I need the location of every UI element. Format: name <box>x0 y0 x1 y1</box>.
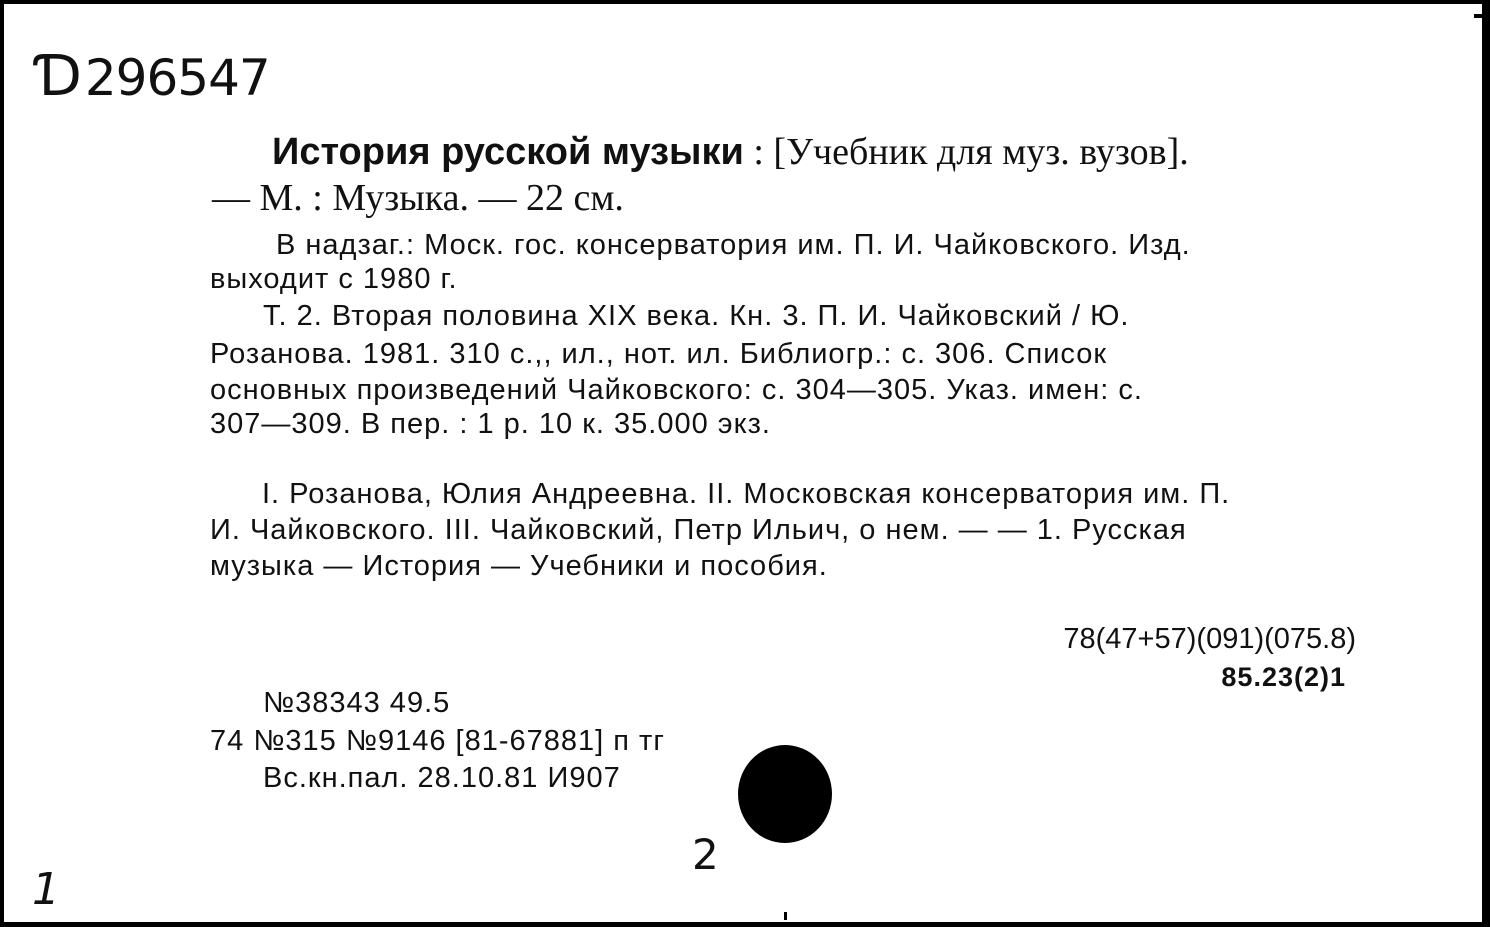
card-number-value: 296547 <box>84 49 270 107</box>
note-line: выходит с 1980 г. <box>210 263 458 295</box>
bbk-code: 85.23(2)1 <box>1221 662 1346 692</box>
tracing-line: И. Чайковского. III. Чайковский, Петр Ильич, о нем. — — 1. Русская <box>210 514 1187 546</box>
entry-imprint: — М. : Музыка. — 22 см. <box>212 177 624 219</box>
udc-code: 78(47+57)(091)(075.8) <box>1063 623 1356 655</box>
handwritten-mark: 1 <box>32 864 60 915</box>
footer-line: Вс.кн.пал. 28.10.81 И907 <box>263 762 621 794</box>
entry-title-main: История русской музыки <box>272 131 744 173</box>
entry-title-rest: : [Учебник для муз. вузов]. <box>743 131 1189 173</box>
note-line: В надзаг.: Моск. гос. консерватория им. П. И. Чайковского. Изд. <box>276 229 1191 261</box>
scan-speck <box>1474 14 1482 18</box>
card-number <box>36 44 270 109</box>
footer-line: 74 №315 №9146 [81-67881] п тг <box>210 725 665 757</box>
volume-line: основных произведений Чайковского: с. 304—305. Указ. имен: с. <box>210 374 1143 406</box>
footer-line: №38343 49.5 <box>263 687 451 719</box>
volume-line: Розанова. 1981. 310 с.,, ил., нот. ил. Библиогр.: с. 306. Список <box>210 338 1108 370</box>
catalog-card <box>4 4 1485 922</box>
volume-line: 307—309. В пер. : 1 р. 10 к. 35.000 экз. <box>210 408 771 440</box>
volume-line: Т. 2. Вторая половина XIX века. Кн. 3. П. И. Чайковский / Ю. <box>263 300 1130 332</box>
entry-title <box>272 130 1189 174</box>
handwritten-mark: 2 <box>692 830 719 879</box>
card-number-prefix: Ɗ <box>36 44 81 109</box>
tracing-line: музыка — История — Учебники и пособия. <box>210 550 828 582</box>
scan-speck <box>784 912 787 920</box>
punch-hole <box>738 745 832 843</box>
tracing-line: I. Розанова, Юлия Андреевна. II. Московская консерватория им. П. <box>262 478 1231 510</box>
